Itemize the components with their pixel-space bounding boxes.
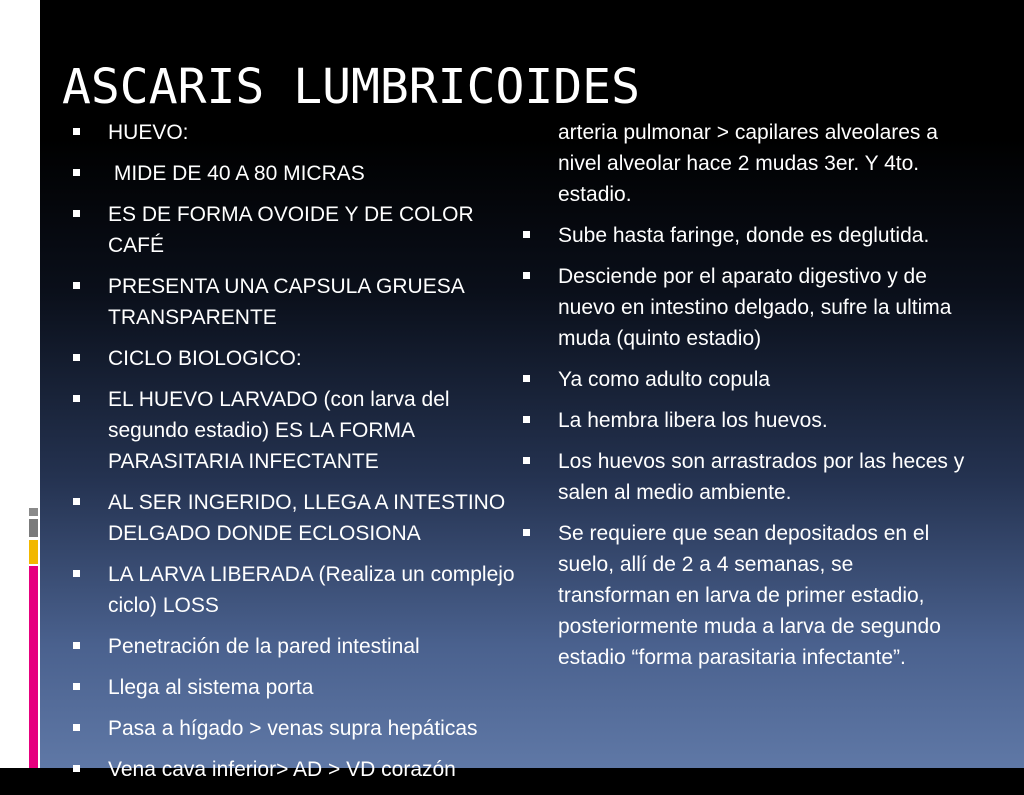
- list-item-text: Desciende por el aparato digestivo y de nuevo en intestino delgado, sufre la ultima muda (quinto estadio): [558, 265, 952, 350]
- list-item-text: Pasa a hígado > venas supra hepáticas: [108, 717, 478, 740]
- accent-bar-gray-top: [29, 508, 38, 516]
- list-item: [70, 672, 515, 703]
- list-item: [70, 487, 515, 549]
- square-bullet-icon: [523, 416, 530, 423]
- accent-bar-gray: [29, 519, 38, 537]
- accent-bar-yellow: [29, 540, 38, 564]
- list-item: [70, 271, 515, 333]
- square-bullet-icon: [73, 210, 80, 217]
- list-item-text: LA LARVA LIBERADA (Realiza un complejo ciclo) LOSS: [108, 563, 515, 617]
- list-item: [520, 364, 970, 395]
- square-bullet-icon: [73, 724, 80, 731]
- list-item-text: MIDE DE 40 A 80 MICRAS: [108, 162, 365, 185]
- list-item: [520, 261, 970, 354]
- list-item-text: Los huevos son arrastrados por las heces y salen al medio ambiente.: [558, 450, 965, 504]
- list-item: [70, 559, 515, 621]
- square-bullet-icon: [73, 395, 80, 402]
- list-item: [70, 384, 515, 477]
- list-item-text: HUEVO:: [108, 121, 189, 144]
- slide-title: ASCARIS LUMBRICOIDES: [62, 59, 640, 115]
- square-bullet-icon: [73, 570, 80, 577]
- accent-bar-pink: [29, 566, 38, 768]
- square-bullet-icon: [523, 375, 530, 382]
- left-bullet-list: [70, 117, 515, 795]
- list-item: [70, 343, 515, 374]
- list-item: [520, 518, 970, 673]
- list-item: [70, 158, 515, 189]
- list-item: [520, 446, 970, 508]
- square-bullet-icon: [73, 128, 80, 135]
- list-item-text: arteria pulmonar > capilares alveolares a nivel alveolar hace 2 mudas 3er. Y 4to. estadio.: [558, 121, 938, 206]
- list-item-text: Penetración de la pared intestinal: [108, 635, 420, 658]
- list-item-text: CICLO BIOLOGICO:: [108, 347, 302, 370]
- list-item: [70, 117, 515, 148]
- list-item: [520, 220, 970, 251]
- square-bullet-icon: [523, 231, 530, 238]
- list-item: [520, 405, 970, 436]
- list-item-text: AL SER INGERIDO, LLEGA A INTESTINO DELGADO DONDE ECLOSIONA: [108, 491, 506, 545]
- list-item: [70, 199, 515, 261]
- list-item-text: Ya como adulto copula: [558, 368, 771, 391]
- square-bullet-icon: [73, 765, 80, 772]
- list-item-text: Sube hasta faringe, donde es deglutida.: [558, 224, 930, 247]
- list-item: [70, 631, 515, 662]
- square-bullet-icon: [73, 683, 80, 690]
- square-bullet-icon: [523, 272, 530, 279]
- square-bullet-icon: [523, 529, 530, 536]
- list-item-text: EL HUEVO LARVADO (con larva del segundo estadio) ES LA FORMA PARASITARIA INFECTANTE: [108, 388, 450, 473]
- square-bullet-icon: [73, 282, 80, 289]
- list-item-text: PRESENTA UNA CAPSULA GRUESA TRANSPARENTE: [108, 275, 464, 329]
- list-item: [70, 754, 515, 785]
- list-item-text: Se requiere que sean depositados en el suelo, allí de 2 a 4 semanas, se transforman en larva de primer estadio, posteriormente muda a larva de segundo estadio “forma parasitaria infectante”.: [558, 522, 941, 669]
- list-item-continuation: [520, 117, 970, 210]
- square-bullet-icon: [523, 457, 530, 464]
- list-item-text: ES DE FORMA OVOIDE Y DE COLOR CAFÉ: [108, 203, 474, 257]
- list-item: [70, 713, 515, 744]
- square-bullet-icon: [73, 354, 80, 361]
- list-item-text: Vena cava inferior> AD > VD corazón: [108, 758, 456, 781]
- list-item-text: Llega al sistema porta: [108, 676, 314, 699]
- right-bullet-list: [520, 117, 970, 683]
- list-item-text: La hembra libera los huevos.: [558, 409, 828, 432]
- square-bullet-icon: [73, 642, 80, 649]
- square-bullet-icon: [73, 169, 80, 176]
- square-bullet-icon: [73, 498, 80, 505]
